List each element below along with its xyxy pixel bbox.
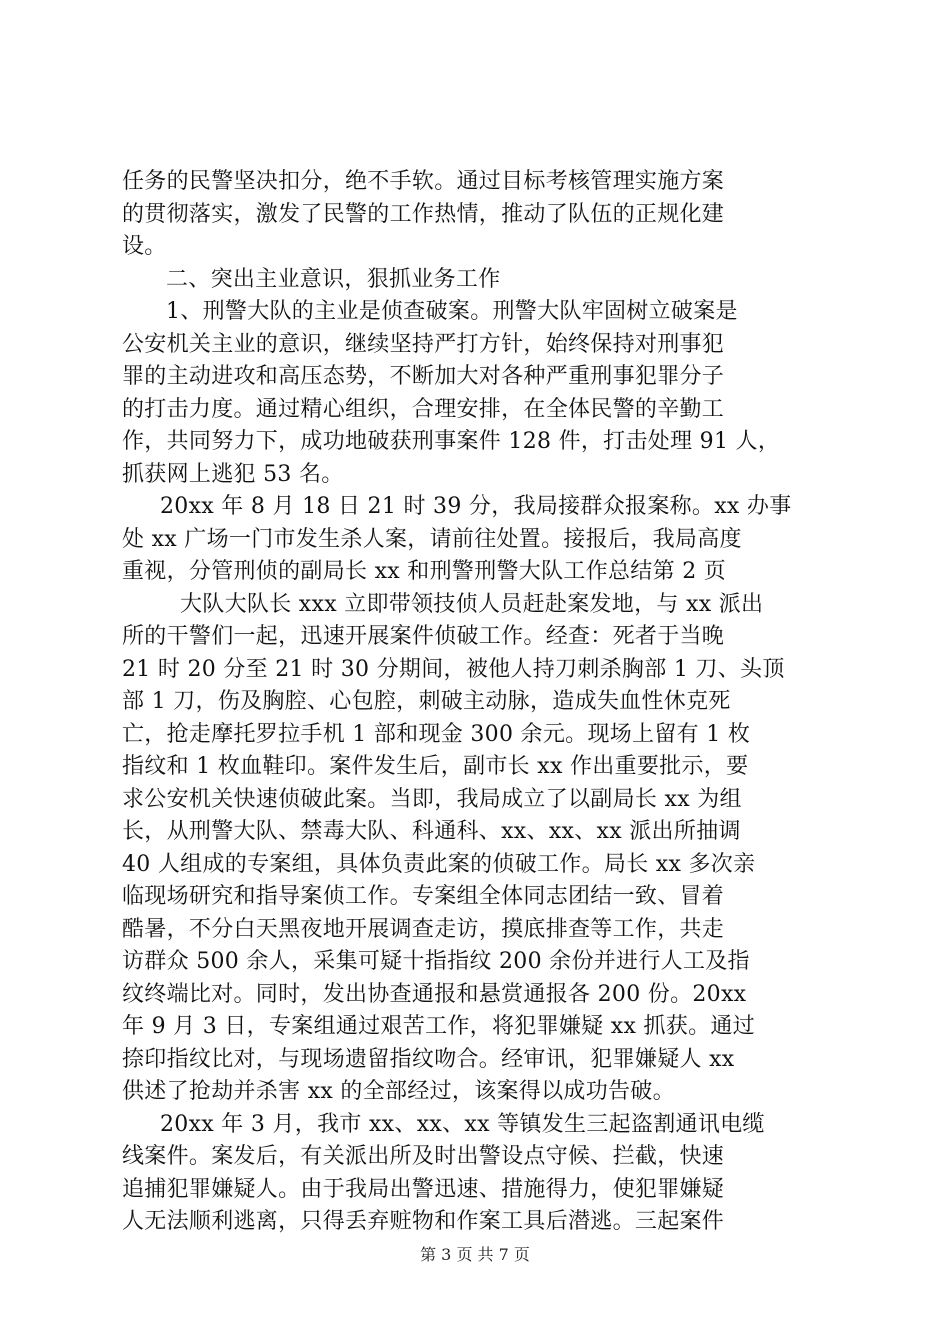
text-line: 访群众 500 余人，采集可疑十指指纹 200 余份并进行人工及指 — [122, 949, 750, 974]
text-line: 设。 — [122, 234, 167, 259]
text-line: 作，共同努力下，成功地破获刑事案件 128 件，打击处理 91 人， — [122, 429, 781, 454]
text-line: 亡，抢走摩托罗拉手机 1 部和现金 300 余元。现场上留有 1 枚 — [122, 721, 751, 747]
text-line: 追捕犯罪嫌疑人。由于我局出警迅速、措施得力，使犯罪嫌疑 — [122, 1176, 725, 1202]
text-line: 供述了抢劫并杀害 xx 的全部经过，该案得以成功告破。 — [122, 1079, 675, 1104]
text-line: 线案件。案发后，有关派出所及时出警设点守候、拦截，快速 — [122, 1144, 725, 1169]
text-line: 1、刑警大队的主业是侦查破案。刑警大队牢固树立破案是 — [166, 299, 738, 324]
text-line: 临现场研究和指导案侦工作。专案组全体同志团结一致、冒着 — [122, 884, 725, 909]
text-line: 部 1 刀，伤及胸腔、心包腔，刺破主动脉，造成失血性休克死 — [122, 689, 731, 714]
text-line: 酷暑，不分白天黑夜地开展调查走访，摸底排查等工作，共走 — [122, 916, 725, 942]
text-line: 20xx 年 3 月，我市 xx、xx、xx 等镇发生三起盗割通讯电缆 — [160, 1111, 765, 1137]
text-line: 重视，分管刑侦的副局长 xx 和刑警刑警大队工作总结第 2 页 — [122, 559, 727, 584]
text-line: 抓获网上逃犯 53 名。 — [122, 461, 344, 487]
text-line: 处 xx 广场一门市发生杀人案，请前往处置。接报后，我局高度 — [122, 526, 742, 552]
text-line: 的贯彻落实，激发了民警的工作热情，推动了队伍的正规化建 — [122, 201, 725, 227]
text-line: 任务的民警坚决扣分，绝不手软。通过目标考核管理实施方案 — [122, 169, 725, 194]
document-body — [122, 166, 834, 1239]
text-line: 求公安机关快速侦破此案。当即，我局成立了以副局长 xx 为组 — [122, 786, 742, 812]
text-line: 大队大队长 xxx 立即带领技侦人员赶赴案发地，与 xx 派出 — [180, 591, 764, 617]
section-heading: 二、突出主业意识，狠抓业务工作 — [166, 266, 501, 292]
text-line: 年 9 月 3 日，专案组通过艰苦工作，将犯罪嫌疑 xx 抓获。通过 — [122, 1014, 755, 1039]
text-line: 20xx 年 8 月 18 日 21 时 39 分，我局接群众报案称。xx 办事 — [160, 494, 792, 519]
text-line: 人无法顺利逃离，只得丢弃赃物和作案工具后潜逃。三起案件 — [122, 1209, 725, 1234]
text-line: 公安机关主业的意识，继续坚持严打方针，始终保持对刑事犯 — [122, 331, 725, 357]
text-line: 的打击力度。通过精心组织，合理安排，在全体民警的辛勤工 — [122, 396, 725, 422]
page-number-footer: 第 3 页 共 7 页 — [420, 1245, 530, 1264]
text-line: 捺印指纹比对，与现场遗留指纹吻合。经审讯，犯罪嫌疑人 xx — [122, 1046, 735, 1072]
text-line: 指纹和 1 枚血鞋印。案件发生后，副市长 xx 作出重要批示，要 — [122, 754, 749, 779]
text-line: 纹终端比对。同时，发出协查通报和悬赏通报各 200 份。20xx — [122, 981, 747, 1007]
text-line: 21 时 20 分至 21 时 30 分期间，被他人持刀刺杀胸部 1 刀、头顶 — [122, 656, 785, 682]
text-line: 40 人组成的专案组，具体负责此案的侦破工作。局长 xx 多次亲 — [122, 851, 756, 877]
text-line: 长，从刑警大队、禁毒大队、科通科、xx、xx、xx 派出所抽调 — [122, 819, 741, 844]
text-line: 所的干警们一起，迅速开展案件侦破工作。经查：死者于当晚 — [122, 624, 725, 649]
text-line: 罪的主动进攻和高压态势，不断加大对各种严重刑事犯罪分子 — [122, 364, 725, 389]
